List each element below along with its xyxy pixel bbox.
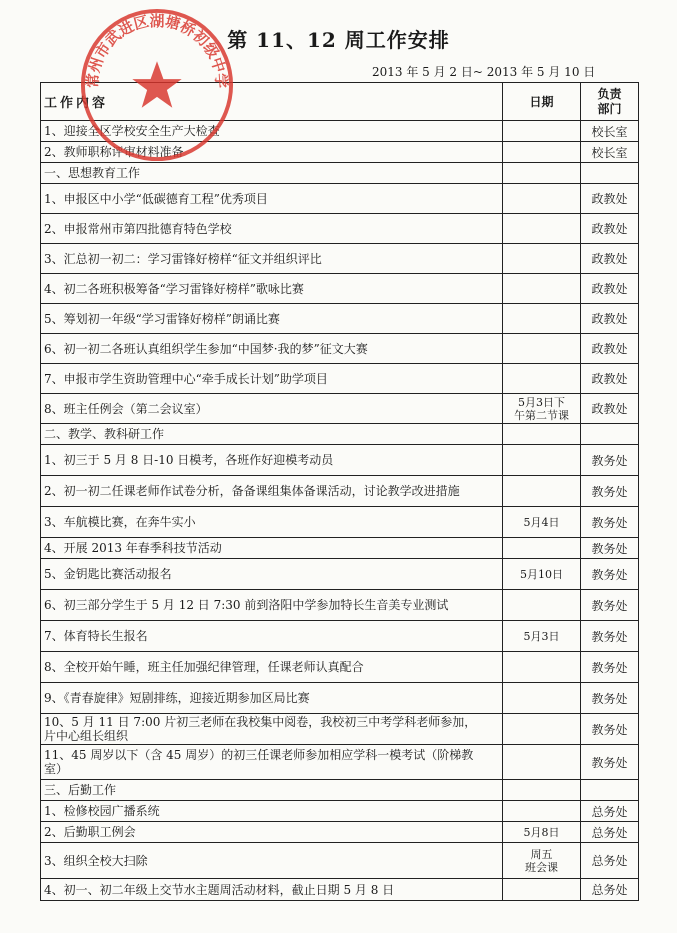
row-content: 6、初三部分学生于 5 月 12 日 7:30 前到洛阳中学参加特长生音美专业测试 [41,590,503,621]
row-date [503,445,581,476]
row-dept: 教务处 [581,745,639,780]
row-content: 3、汇总初一初二：学习雷锋好榜样“征文并组织评比 [41,244,503,274]
row-content: 二、教学、教科研工作 [41,424,503,445]
row-date [503,304,581,334]
row-dept: 政教处 [581,364,639,394]
row-date [503,394,581,424]
row-date-line2: 班会课 [525,860,558,874]
row-content-line1: 10、5 月 11 日 7:00 片初三老师在我校集中阅卷，我校初三中考学科老师参加， [44,715,477,729]
schedule-body [41,121,639,901]
section-row [41,163,639,184]
row-date [503,364,581,394]
table-row [41,334,639,364]
row-dept [581,163,639,184]
table-row [41,507,639,538]
row-date [503,590,581,621]
row-content-line2: 室） [44,762,69,776]
row-date: 5月10日 [503,559,581,590]
header-date: 日期 [503,83,581,121]
table-row [41,683,639,714]
section-row [41,780,639,801]
row-dept: 政教处 [581,394,639,424]
table-row [41,621,639,652]
row-date [503,142,581,163]
row-date [503,780,581,801]
row-dept: 总务处 [581,801,639,822]
header-dept-line2: 部门 [597,101,622,116]
header-dept-line1: 负责 [597,86,622,101]
table-row [41,745,639,780]
row-date [503,476,581,507]
row-date [503,244,581,274]
table-row [41,538,639,559]
table-row [41,476,639,507]
table-row [41,184,639,214]
row-date [503,274,581,304]
table-row [41,801,639,822]
seal-text: 常州市武进区湖塘桥初级中学 [84,12,230,89]
row-content: 3、组织全校大扫除 [41,843,503,879]
row-content-line2: 片中心组长组织 [44,729,129,743]
row-date [503,879,581,901]
row-content: 6、初一初二各班认真组织学生参加“中国梦·我的梦”征文大赛 [41,334,503,364]
header-content: 工作内容 [41,83,503,121]
row-dept: 教务处 [581,507,639,538]
row-dept: 总务处 [581,879,639,901]
row-date [503,745,581,780]
row-dept [581,780,639,801]
row-date [503,424,581,445]
row-dept: 教务处 [581,559,639,590]
row-dept: 政教处 [581,304,639,334]
row-date [503,163,581,184]
row-date: 5月3日 [503,621,581,652]
row-dept: 校长室 [581,142,639,163]
table-row [41,822,639,843]
row-date [503,184,581,214]
table-row [41,244,639,274]
row-content [41,745,503,780]
row-content: 8、全校开始午睡，班主任加强纪律管理，任课老师认真配合 [41,652,503,683]
row-content: 1、初三于 5 月 8 日-10 日模考，各班作好迎模考动员 [41,445,503,476]
table-row [41,274,639,304]
school-seal [78,6,236,164]
row-date [503,334,581,364]
section-row [41,424,639,445]
row-content: 3、车航模比赛，在奔牛实小 [41,507,503,538]
row-dept: 教务处 [581,714,639,745]
row-dept: 教务处 [581,590,639,621]
row-content: 2、初一初二任课老师作试卷分析，备备课组集体备课活动，讨论教学改进措施 [41,476,503,507]
row-date [503,121,581,142]
page-title: 第 11、12 周工作安排 [227,28,450,52]
row-dept: 校长室 [581,121,639,142]
row-content [41,714,503,745]
table-row [41,394,639,424]
row-date [503,683,581,714]
row-content: 4、开展 2013 年春季科技节活动 [41,538,503,559]
table-row [41,879,639,901]
table-row [41,652,639,683]
table-row [41,714,639,745]
row-dept: 教务处 [581,476,639,507]
schedule-table [40,82,639,901]
row-dept: 教务处 [581,445,639,476]
row-content: 一、思想教育工作 [41,163,503,184]
row-content: 2、后勤职工例会 [41,822,503,843]
row-date: 5月4日 [503,507,581,538]
row-dept: 政教处 [581,244,639,274]
row-content: 9、《青春旋律》短剧排练，迎接近期参加区局比赛 [41,683,503,714]
row-date [503,801,581,822]
row-content: 1、迎接全区学校安全生产大检查 [41,121,503,142]
row-date [503,214,581,244]
row-content: 7、体育特长生报名 [41,621,503,652]
row-dept: 政教处 [581,214,639,244]
row-content: 5、筹划初一年级“学习雷锋好榜样”朗诵比赛 [41,304,503,334]
header-dept [581,83,639,121]
row-content: 1、检修校园广播系统 [41,801,503,822]
row-content: 5、金钥匙比赛活动报名 [41,559,503,590]
row-date: 5月8日 [503,822,581,843]
row-content: 4、初一、初二年级上交节水主题周活动材料，截止日期 5 月 8 日 [41,879,503,901]
table-row [41,364,639,394]
seal-star-icon [132,61,181,107]
row-dept: 教务处 [581,683,639,714]
row-content: 8、班主任例会（第二会议室） [41,394,503,424]
row-date-line2: 午第二节课 [514,408,569,422]
row-content-line1: 11、45 周岁以下（含 45 周岁）的初三任课老师参加相应学科一模考试（阶梯教 [44,748,474,762]
row-content: 三、后勤工作 [41,780,503,801]
row-dept: 教务处 [581,538,639,559]
row-content: 2、申报常州市第四批德育特色学校 [41,214,503,244]
row-date [503,652,581,683]
row-dept: 教务处 [581,652,639,683]
row-dept: 政教处 [581,334,639,364]
row-date-line1: 5月3日下 [518,395,565,409]
table-row [41,559,639,590]
row-content: 1、申报区中小学“低碳德育工程”优秀项目 [41,184,503,214]
row-dept: 总务处 [581,822,639,843]
row-dept: 教务处 [581,621,639,652]
row-date [503,714,581,745]
table-row [41,590,639,621]
row-content: 4、初二各班积极筹备“学习雷锋好榜样”歌咏比赛 [41,274,503,304]
table-row [41,445,639,476]
row-content: 2、教师职称评审材料准备 [41,142,503,163]
row-date [503,843,581,879]
row-date [503,538,581,559]
row-date-line1: 周五 [530,847,553,861]
table-row [41,304,639,334]
row-content: 7、申报市学生资助管理中心“牵手成长计划”助学项目 [41,364,503,394]
row-dept: 政教处 [581,184,639,214]
table-row [41,214,639,244]
date-range: 2013 年 5 月 2 日~ 2013 年 5 月 10 日 [372,65,596,79]
row-dept [581,424,639,445]
table-row [41,843,639,879]
row-dept: 政教处 [581,274,639,304]
row-dept: 总务处 [581,843,639,879]
